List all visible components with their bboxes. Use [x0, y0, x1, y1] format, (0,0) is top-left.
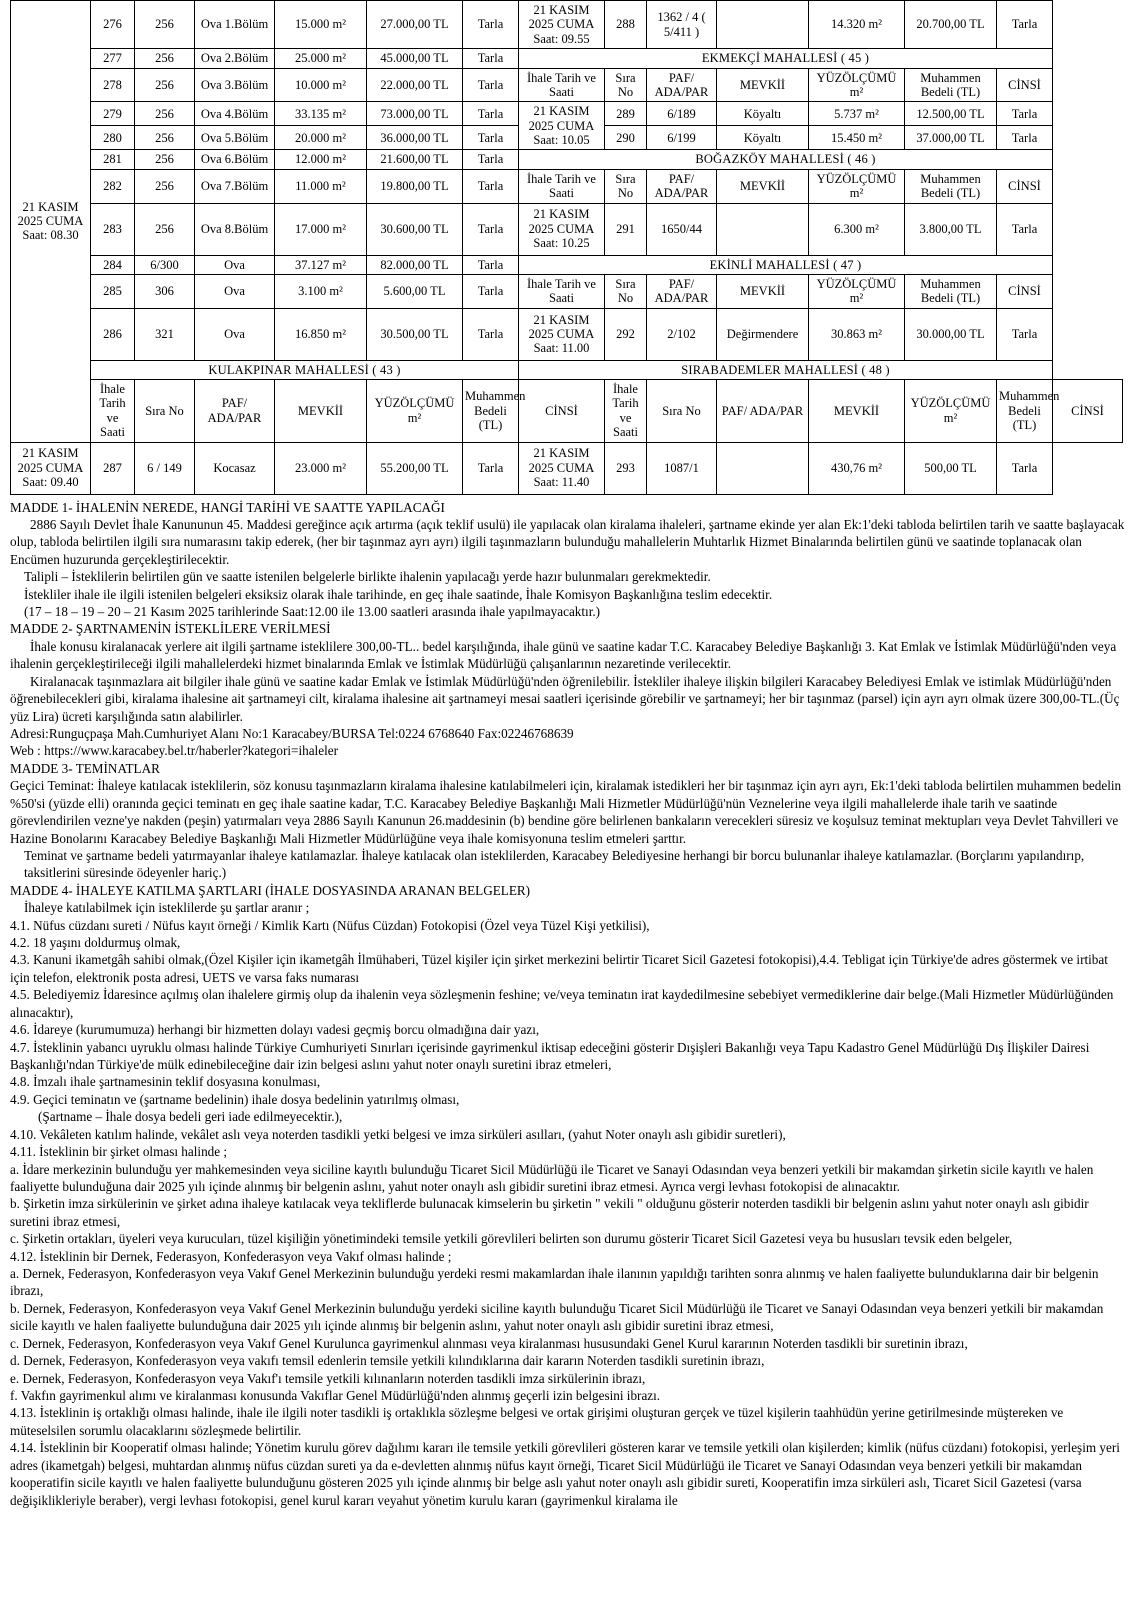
cell-sira: 279: [91, 102, 135, 126]
cell-bedel: 45.000,00 TL: [367, 49, 463, 68]
section-title-kulakpinar: KULAKPINAR MAHALLESİ ( 43 ): [91, 360, 519, 379]
table-row: [11, 442, 1123, 494]
right-top-sira: 288: [605, 1, 647, 49]
col-header-bedel: Muhammen Bedeli (TL): [905, 169, 997, 203]
list-item: d. Dernek, Federasyon, Konfederasyon veya vakıfı temsil edenlerin temsile yetkili kılındıklarına dair kararın Noterden tasdikli suretinin ibrazı,: [10, 1353, 765, 1369]
table-row: [11, 380, 1123, 443]
ekmekci-date: 21 KASIM 2025 CUMA Saat: 10.05: [519, 102, 605, 150]
cell-cins: Tarla: [463, 203, 519, 255]
list-item: 4.12. İsteklinin bir Dernek, Federasyon, Konfederasyon veya Vakıf olması halinde ;: [10, 1248, 452, 1264]
col-header-bedel: Muhammen Bedeli (TL): [905, 68, 997, 102]
madde1-paragraph-1: 2886 Sayılı Devlet İhale Kanununun 45. Maddesi gereğince açık artırma (açık teklif usulü) ile yapılacak olan kiralama ihaleleri, şartname ekinde yer alan Ek:1'deki tabloda belirtilen tarih ve saatte başlayacak olup, tabloda belirtilen ilgili sıra numarasını takip ederek, (her bir taşınmaz ayrı ayrı) ilgili taşınmazların bulunduğu mahallelerin Muhtarlık Hizmet Binalarında belirtilen günü ve saatinde toplanacak olan Encümen huzurunda gerçekleştirilecektir.: [10, 516, 1125, 567]
list-item: 4.13. İsteklinin iş ortaklığı olması halinde, ihale ile ilgili noter tasdikli iş ortaklıkla sözleşme belgesi ve ortak girişimi oluşturan gerçek ve tüzel kişilerin taahhüdün yerine getirilmesinde müştereken ve müteselsilen sorumlu olacaklarını sözleşmede belirtilir.: [10, 1405, 1064, 1438]
col-header-sira: Sıra No: [605, 68, 647, 102]
cell-sira: 283: [91, 203, 135, 255]
section-title-sirabademler: SIRABADEMLER MAHALLESİ ( 48 ): [519, 360, 1053, 379]
col-header-date: İhale Tarih ve Saati: [519, 274, 605, 308]
col-header-cins: CİNSİ: [519, 380, 605, 443]
cell-ada: 2/102: [647, 308, 717, 360]
heading-madde-1: MADDE 1- İHALENİN NEREDE, HANGİ TARİHİ VE SAATTE YAPILACAĞI: [10, 499, 445, 515]
cell-sira: 287: [91, 442, 135, 494]
cell-alan: 17.000 m²: [275, 203, 367, 255]
col-header-mevkii: MEVKİİ: [717, 169, 809, 203]
cell-mevkii: Ova 1.Bölüm: [195, 1, 275, 49]
cell-bedel: 27.000,00 TL: [367, 1, 463, 49]
cell-alan: 15.000 m²: [275, 1, 367, 49]
col-header-ada: PAF/ ADA/PAR: [647, 169, 717, 203]
heading-madde-2: MADDE 2- ŞARTNAMENİN İSTEKLİLERE VERİLMESİ: [10, 621, 331, 637]
cell-sira: 293: [605, 442, 647, 494]
cell-ada: 321: [135, 308, 195, 360]
cell-cins: Tarla: [463, 274, 519, 308]
cell-alan: 11.000 m²: [275, 169, 367, 203]
col-header-date: İhale Tarih ve Saati: [519, 169, 605, 203]
cell-bedel: 30.000,00 TL: [905, 308, 997, 360]
bogazkoy-date: 21 KASIM 2025 CUMA Saat: 10.25: [519, 203, 605, 255]
right-top-date: 21 KASIM 2025 CUMA Saat: 09.55: [519, 1, 605, 49]
cell-cins: Tarla: [463, 150, 519, 169]
cell-bedel: 82.000,00 TL: [367, 255, 463, 274]
list-item: 4.8. İmzalı ihale şartnamesinin teklif dosyasına konulması,: [10, 1074, 321, 1090]
col-header-bedel: Muhammen Bedeli (TL): [463, 380, 519, 443]
cell-cins: Tarla: [997, 102, 1053, 126]
col-header-ada: PAF/ ADA/PAR: [647, 68, 717, 102]
col-header-alan: YÜZÖLÇÜMÜ m²: [809, 169, 905, 203]
cell-alan: 5.737 m²: [809, 102, 905, 126]
cell-alan: 16.850 m²: [275, 308, 367, 360]
cell-mevkii: Ova 4.Bölüm: [195, 102, 275, 126]
cell-mevkii: Kocasaz: [195, 442, 275, 494]
col-header-alan: YÜZÖLÇÜMÜ m²: [809, 68, 905, 102]
cell-ada: 6/199: [647, 126, 717, 150]
madde2-paragraph-1: İhale konusu kiralanacak yerlere ait ilgili şartname isteklilere 300,00-TL.. bedel karşılığında, ihale günü ve saatine kadar T.C. Karacabey Belediye Başkanlığı 3. Kat Emlak ve İstimlak Müdürlüğü'nden veya ihalenin gerçekleştirileceği ilgili mahallelerdeki hizmet binalarında Emlak ve İstimlak Müdürlüğü çalışanlarının nezaretinde verilecektir.: [10, 638, 1117, 672]
cell-alan: 3.100 m²: [275, 274, 367, 308]
cell-sira: 280: [91, 126, 135, 150]
cell-mevkii: Ova: [195, 255, 275, 274]
cell-mevkii: Ova 2.Bölüm: [195, 49, 275, 68]
col-header-cins: CİNSİ: [1053, 380, 1123, 443]
list-item: 4.11. İsteklinin bir şirket olması halinde ;: [10, 1144, 228, 1160]
cell-ada: 6/189: [647, 102, 717, 126]
list-item: b. Şirketin imza sirkülerinin ve şirket adına ihaleye katılacak veya tekliflerde bulunacak kimselerin bu şirketin " vekili " olduğunu gösterir noterden tasdikli bir belgenin aslını yahut noter onaylı aslı gibidir suretini ibraz etmesi,: [10, 1196, 1089, 1229]
left-date-cell: 21 KASIM 2025 CUMA Saat: 08.30: [11, 1, 91, 443]
col-header-cins: CİNSİ: [997, 169, 1053, 203]
heading-madde-4: MADDE 4- İHALEYE KATILMA ŞARTLARI (İHALE DOSYASINDA ARANAN BELGELER): [10, 882, 531, 898]
cell-bedel: 19.800,00 TL: [367, 169, 463, 203]
cell-bedel: 3.800,00 TL: [905, 203, 997, 255]
table-row: [11, 203, 1123, 255]
cell-alan: 430,76 m²: [809, 442, 905, 494]
list-item: f. Vakfın gayrimenkul alımı ve kiralanması konusunda Vakıflar Genel Müdürlüğü'nden alınmış geçerli izin belgesini ibrazı.: [10, 1388, 661, 1404]
list-item: 4.7. İsteklinin yabancı uyruklu olması halinde Türkiye Cumhuriyeti Sınırları içerisinde gayrimenkul iktisap edeceğini gösterir Dışişleri Bakanlığı veya Tapu Kadastro Genel Müdürlüğü Dış İlişkiler Dairesi Başkanlığı'ndan Türkiye'de mülk edinebileceğine dair izin belgesi aslını yahut noter onaylı suretini ibraz etmeleri,: [10, 1039, 1090, 1072]
cell-ada: 256: [135, 102, 195, 126]
col-header-bedel: Muhammen Bedeli (TL): [997, 380, 1053, 443]
madde2-address: Adresi:Runguçpaşa Mah.Cumhuriyet Alanı No:1 Karacabey/BURSA Tel:0224 6768640 Fax:02246768639: [10, 725, 574, 741]
cell-cins: Tarla: [463, 1, 519, 49]
cell-alan: 6.300 m²: [809, 203, 905, 255]
col-header-mevkii: MEVKİİ: [275, 380, 367, 443]
madde1-paragraph-2: Talipli – İsteklilerin belirtilen gün ve saatte istenilen belgelerle birlikte ihalenin yapılacağı yerde hazır bulunmaları gerekmektedir.: [24, 569, 711, 585]
cell-mevkii: Ova 5.Bölüm: [195, 126, 275, 150]
cell-cins: Tarla: [463, 169, 519, 203]
cell-cins: Tarla: [463, 442, 519, 494]
col-header-mevkii: MEVKİİ: [717, 274, 809, 308]
col-header-bedel: Muhammen Bedeli (TL): [905, 274, 997, 308]
cell-cins: Tarla: [997, 308, 1053, 360]
col-header-sira: Sıra No: [647, 380, 717, 443]
list-item: 4.10. Vekâleten katılım halinde, vekâlet aslı veya noterden tasdikli yetki belgesi ve imza sirküleri asılları, (yahut Noter onaylı aslı gibidir suretleri),: [10, 1126, 786, 1142]
cell-cins: Tarla: [463, 49, 519, 68]
table-row: [11, 49, 1123, 68]
cell-mevkii: [717, 442, 809, 494]
cell-cins: Tarla: [463, 308, 519, 360]
list-item: 4.9. Geçici teminatın ve (şartname bedelinin) ihale dosya bedelinin yatırılmış olması,: [10, 1091, 460, 1107]
table-row: [11, 150, 1123, 169]
col-header-date: İhale Tarih ve Saati: [519, 68, 605, 102]
col-header-ada: PAF/ ADA/PAR: [647, 274, 717, 308]
cell-bedel: 37.000,00 TL: [905, 126, 997, 150]
list-item-note: (Şartname – İhale dosya bedeli geri iade edilmeyecektir.),: [38, 1109, 343, 1125]
cell-alan: 33.135 m²: [275, 102, 367, 126]
col-header-sira: Sıra No: [605, 169, 647, 203]
table-row: [11, 1, 1123, 49]
right-top-mevkii: [717, 1, 809, 49]
col-header-cins: CİNSİ: [997, 68, 1053, 102]
cell-sira: 292: [605, 308, 647, 360]
heading-madde-3: MADDE 3- TEMİNATLAR: [10, 760, 160, 776]
list-item: a. İdare merkezinin bulunduğu yer mahkemesinden veya siciline kayıtlı bulunduğu Ticaret Sicil Müdürlüğü ile Ticaret ve Sanayi Odasından veya benzeri yetkili bir makamdan şirketin sicile kayıtlı ve halen faaliyette bulunduğuna dair 2025 yılı içinde alınmış bir belgenin aslını, yahut noter onaylı aslı gibidir suretini ibraz etmesi. Ayrıca vergi levhası fotokopisi de alınacaktır.: [10, 1161, 1094, 1194]
section-title-ekinli: EKİNLİ MAHALLESİ ( 47 ): [519, 255, 1053, 274]
cell-sira: 290: [605, 126, 647, 150]
sirabademler-date: 21 KASIM 2025 CUMA Saat: 11.40: [519, 442, 605, 494]
right-top-ada: 1362 / 4 ( 5/411 ): [647, 1, 717, 49]
col-header-cins: CİNSİ: [997, 274, 1053, 308]
list-item: 4.3. Kanuni ikametgâh sahibi olmak,(Özel Kişiler için ikametgâh İlmühaberi, Tüzel kişiler için şirket merkezini belirtir Ticaret Sicil Gazetesi fotokopisi),4.4. Tebligat için Türkiye'de adres göstermek ve irtibat için telefon, elektronik posta adresi, UETS ve varsa faks numarası: [10, 952, 1108, 985]
cell-cins: Tarla: [463, 68, 519, 102]
right-top-alan: 14.320 m²: [809, 1, 905, 49]
list-item: 4.6. İdareye (kurumumuza) herhangi bir hizmetten dolayı vadesi geçmiş borcu olmadığına dair yazı,: [10, 1022, 540, 1038]
cell-sira: 286: [91, 308, 135, 360]
cell-sira: 277: [91, 49, 135, 68]
cell-cins: Tarla: [997, 203, 1053, 255]
cell-sira: 281: [91, 150, 135, 169]
cell-ada: 256: [135, 126, 195, 150]
cell-alan: 25.000 m²: [275, 49, 367, 68]
cell-ada: 256: [135, 1, 195, 49]
cell-alan: 23.000 m²: [275, 442, 367, 494]
table-row: [11, 274, 1123, 308]
section-title-bogazkoy: BOĞAZKÖY MAHALLESİ ( 46 ): [519, 150, 1053, 169]
cell-mevkii: [717, 203, 809, 255]
cell-bedel: 500,00 TL: [905, 442, 997, 494]
section-title-ekmekci: EKMEKÇİ MAHALLESİ ( 45 ): [519, 49, 1053, 68]
table-row: [11, 102, 1123, 126]
cell-ada: 6/300: [135, 255, 195, 274]
list-item: b. Dernek, Federasyon, Konfederasyon veya Vakıf Genel Merkezinin bulunduğu yerdeki siciline kayıtlı bulunduğu Ticaret Sicil Müdürlüğü ile Ticaret ve Sanayi Odasından veya benzeri yetkili bir makamdan sicile kayıtlı ve halen faaliyette bulunduğuna dair 2025 yılı içinde alınmış bir belgenin aslını, yahut noter onaylı aslı gibidir suretini ibraz etmesi,: [10, 1300, 1104, 1334]
list-item: e. Dernek, Federasyon, Konfederasyon veya Vakıf'ı temsile yetkili kılınanların noterden tasdikli imza sirkülerinin ibrazı,: [10, 1370, 646, 1386]
cell-alan: 20.000 m²: [275, 126, 367, 150]
cell-mevkii: Ova 3.Bölüm: [195, 68, 275, 102]
cell-bedel: 30.600,00 TL: [367, 203, 463, 255]
cell-alan: 12.000 m²: [275, 150, 367, 169]
cell-mevkii: Ova 7.Bölüm: [195, 169, 275, 203]
cell-bedel: 55.200,00 TL: [367, 442, 463, 494]
col-header-alan: YÜZÖLÇÜMÜ m²: [367, 380, 463, 443]
right-top-cins: Tarla: [997, 1, 1053, 49]
cell-ada: 1650/44: [647, 203, 717, 255]
col-header-ada: PAF/ ADA/PAR: [717, 380, 809, 443]
cell-sira: 284: [91, 255, 135, 274]
right-top-bedel: 20.700,00 TL: [905, 1, 997, 49]
kulakpinar-date: 21 KASIM 2025 CUMA Saat: 09.40: [11, 442, 91, 494]
cell-ada: 6 / 149: [135, 442, 195, 494]
cell-sira: 278: [91, 68, 135, 102]
cell-bedel: 21.600,00 TL: [367, 150, 463, 169]
cell-ada: 256: [135, 169, 195, 203]
ekinli-date: 21 KASIM 2025 CUMA Saat: 11.00: [519, 308, 605, 360]
cell-cins: Tarla: [997, 126, 1053, 150]
cell-sira: 276: [91, 1, 135, 49]
terms-body: [10, 499, 1125, 1509]
cell-ada: 256: [135, 150, 195, 169]
cell-ada: 256: [135, 68, 195, 102]
cell-cins: Tarla: [463, 255, 519, 274]
list-item: 4.14. İsteklinin bir Kooperatif olması halinde; Yönetim kurulu görev dağılımı kararı ile temsile yetkili görevlileri gösteren karar ve temsile yetkili olan kişilerden; kimlik (nüfus cüzdanı) fotokopisi, yerleşim yeri adres (ikametgah) belgesi, muhtardan alınmış nüfus cüzdan sureti ya da e-devletten alınmış nüfus kayıt örneği, Ticaret Sicil Müdürlüğü ile Ticaret ve Sanayi Odasından veya benzeri yetkili bir makamdan kooperatifin sicile kayıtlı ve halen faaliyette bulunduğunu gösteren 2025 yılı içinde alınmış bir belge aslı yahut noter onaylı aslı gibidir sureti, Kooperatifin imza sirküleri aslı, Ticaret Sicil Gazetesi (varsa değişiklikleriyle beraber), vergi levhası fotokopisi, genel kurul kararı veyahut yönetim kurulu kararı (gayrimenkul kiralama ile: [10, 1440, 1120, 1508]
col-header-mevkii: MEVKİİ: [717, 68, 809, 102]
madde3-paragraph-2: Teminat ve şartname bedeli yatırmayanlar ihaleye katılamazlar. İhaleye katılacak olan isteklilerden, Karacabey Belediyesine herhangi bir borcu bulunanlar ihaleye katılamazlar. (Borçlarını yapılandırıp, taksitlerini süresinde ödeyenler hariç.): [24, 847, 1085, 881]
cell-sira: 289: [605, 102, 647, 126]
cell-bedel: 30.500,00 TL: [367, 308, 463, 360]
col-header-sira: Sıra No: [135, 380, 195, 443]
table-row: [11, 255, 1123, 274]
col-header-date: İhale Tarih ve Saati: [91, 380, 135, 443]
list-item: c. Şirketin ortakları, üyeleri veya kurucuları, tüzel kişiliğin yönetimindeki temsile yetkili görevlileri belirten son durumu gösterir Ticaret Sicil Gazetesi veya bu hususları tevsik eden belgeler,: [10, 1231, 1013, 1247]
cell-mevkii: Köyaltı: [717, 102, 809, 126]
col-header-alan: YÜZÖLÇÜMÜ m²: [809, 274, 905, 308]
cell-cins: Tarla: [463, 102, 519, 126]
madde1-note: (17 – 18 – 19 – 20 – 21 Kasım 2025 tarihlerinde Saat:12.00 ile 13.00 saatleri arasında ihale yapılmayacaktır.): [24, 604, 601, 620]
cell-cins: Tarla: [997, 442, 1053, 494]
cell-sira: 291: [605, 203, 647, 255]
cell-alan: 15.450 m²: [809, 126, 905, 150]
auction-table: [10, 0, 1123, 495]
cell-sira: 282: [91, 169, 135, 203]
madde2-web: Web : https://www.karacabey.bel.tr/haberler?kategori=ihaleler: [10, 743, 338, 759]
list-item: c. Dernek, Federasyon, Konfederasyon veya Vakıf Genel Kurulunca gayrimenkul alınması veya kiralanması hususundaki Genel Kurul kararının Noterden tasdikli bir suretinin ibrazı,: [10, 1335, 968, 1351]
cell-mevkii: Ova: [195, 308, 275, 360]
list-item: a. Dernek, Federasyon, Konfederasyon veya Vakıf Genel Merkezinin bulunduğu yerdeki resmi makamlardan ihale ilanının yapıldığı tarihten sonra alınmış ve halen faaliyette bulunduklarına dair bir belgenin ibrazı,: [10, 1266, 1099, 1299]
cell-cins: Tarla: [463, 126, 519, 150]
table-row: [11, 360, 1123, 379]
cell-bedel: 5.600,00 TL: [367, 274, 463, 308]
cell-bedel: 22.000,00 TL: [367, 68, 463, 102]
cell-sira: 285: [91, 274, 135, 308]
cell-ada: 256: [135, 203, 195, 255]
col-header-mevkii: MEVKİİ: [809, 380, 905, 443]
cell-alan: 30.863 m²: [809, 308, 905, 360]
cell-bedel: 12.500,00 TL: [905, 102, 997, 126]
table-row: [11, 308, 1123, 360]
table-row: [11, 68, 1123, 102]
cell-ada: 1087/1: [647, 442, 717, 494]
list-item: 4.1. Nüfus cüzdanı sureti / Nüfus kayıt örneği / Kimlik Kartı (Nüfus Cüzdan) Fotokopisi (Özel veya Tüzel Kişi yetkilisi),: [10, 917, 650, 933]
cell-mevkii: Ova 6.Bölüm: [195, 150, 275, 169]
col-header-ada: PAF/ ADA/PAR: [195, 380, 275, 443]
cell-alan: 10.000 m²: [275, 68, 367, 102]
madde2-paragraph-2: Kiralanacak taşınmazlara ait bilgiler ihale günü ve saatine kadar Emlak ve İstimlak Müdürlüğü'nden öğrenilebilir. İstekliler ihaleye ilişkin bilgileri Karacabey Belediyesi Emlak ve istimlak Müdürlüğü'nden öğrenebilecekleri gibi, kiralama ihalesine ait şartnameyi cilt, kiralama ihalesine ait şartnameyi mesai saatleri içerisinde görebilir ve şartnameyi; her bir taşınmaz (parsel) için ayrı ayrı olmak üzere 300,00-TL.(Üç yüz Lira) ücreti karşılığında satın alabilirler.: [10, 673, 1120, 724]
cell-bedel: 73.000,00 TL: [367, 102, 463, 126]
cell-ada: 256: [135, 49, 195, 68]
cell-bedel: 36.000,00 TL: [367, 126, 463, 150]
cell-mevkii: Ova 8.Bölüm: [195, 203, 275, 255]
cell-mevkii: Değirmendere: [717, 308, 809, 360]
table-row: [11, 169, 1123, 203]
madde1-paragraph-3: İstekliler ihale ile ilgili istenilen belgeleri eksiksiz olarak ihale tarihinde, en geç ihale saatinde, İhale Komisyon Başkanlığına teslim edecektir.: [24, 586, 773, 602]
col-header-date: İhale Tarih ve Saati: [605, 380, 647, 443]
col-header-sira: Sıra No: [605, 274, 647, 308]
list-item: 4.5. Belediyemiz İdaresince açılmış olan ihalelere girmiş olup da ihalenin veya sözleşmenin feshine; ve/veya teminatın irat kaydedilmesine sebebiyet vermediklerine dair belge.(Mali Hizmetler Müdürlüğünden alınacaktır),: [10, 987, 1114, 1020]
col-header-alan: YÜZÖLÇÜMÜ m²: [905, 380, 997, 443]
madde4-intro: İhaleye katılabilmek için isteklilerde şu şartlar aranır ;: [24, 900, 310, 916]
cell-alan: 37.127 m²: [275, 255, 367, 274]
cell-mevkii: Ova: [195, 274, 275, 308]
madde3-paragraph-1: Geçici Teminat: İhaleye katılacak isteklilerin, söz konusu taşınmazların kiralama ihalesine katılabilmeleri için, kiralamak istedikleri her bir taşınmaz için ayrı ayrı, Ek:1'deki tabloda belirtilen muhammen bedelin %50'si (yüzde elli) oranında geçici teminatı en geç ihale saatine kadar, T.C. Karacabey Belediye Başkanlığı Mali Hizmetler Müdürlüğü'nün Veznelerine veya ilgili mahallelerde ihale tarih ve saatinde görevlendirilen vezne'ye nakden (peşin) yatırmaları veya 2886 Sayılı Kanunun 26.maddesinin (b) bendine göre belirlenen bankaların verecekleri süresiz ve koşulsuz teminat mektupları veya Devlet Tahvilleri ve Hazine Bonolarını Karacabey Belediye Başkanlığı Mali Hizmetler Müdürlüğüne veya ihale komisyonuna teslim etmeleri şarttır.: [10, 778, 1122, 846]
cell-mevkii: Köyaltı: [717, 126, 809, 150]
cell-ada: 306: [135, 274, 195, 308]
list-item: 4.2. 18 yaşını doldurmuş olmak,: [10, 935, 181, 951]
